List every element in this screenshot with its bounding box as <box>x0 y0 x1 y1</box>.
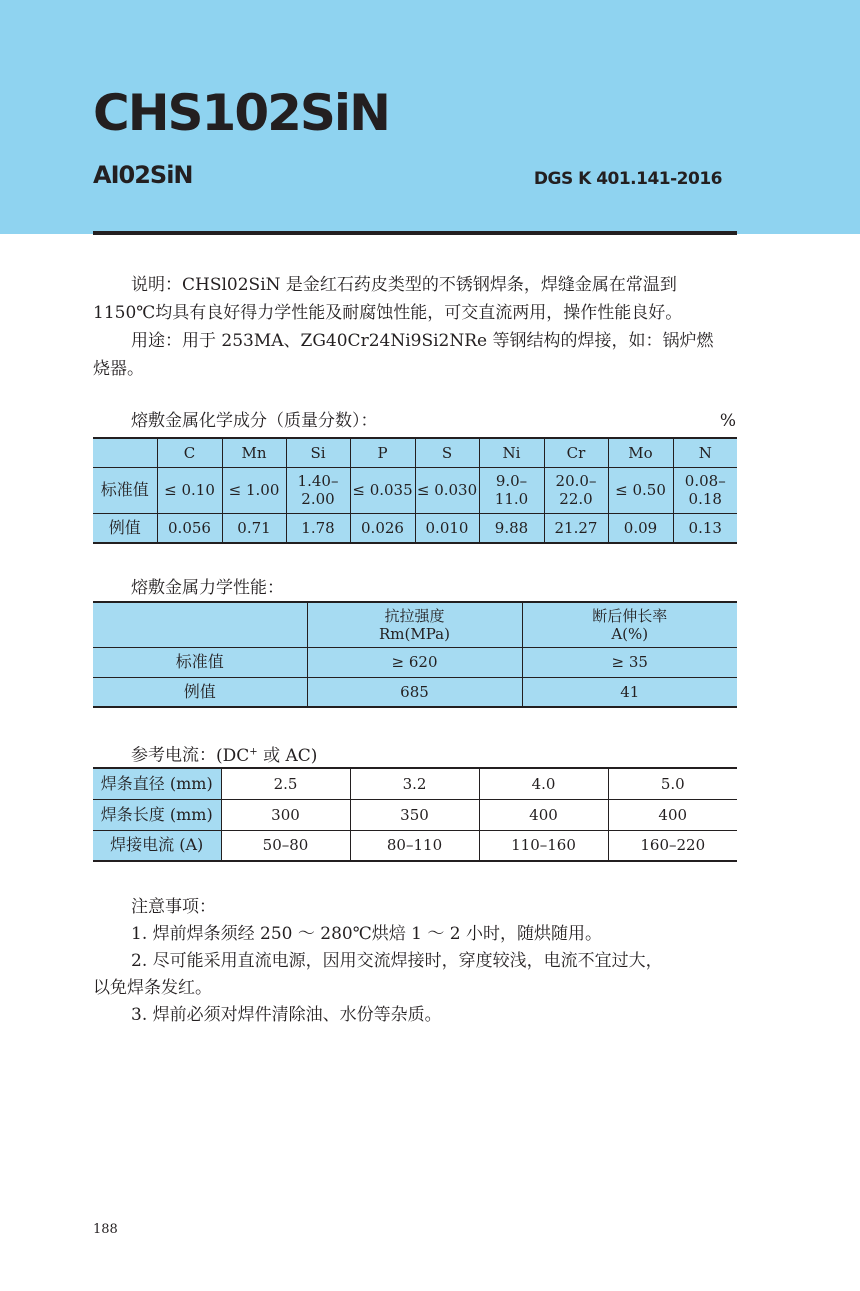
usage-text-2: 烧器。 <box>93 359 144 379</box>
current-cell: 350 <box>350 799 479 830</box>
current-cell: 5.0 <box>608 768 737 799</box>
chemical-cell: 9.88 <box>479 513 544 543</box>
mechanical-header-row <box>93 602 737 647</box>
notes-item-2-continued: 以免焊条发红。 <box>93 978 212 998</box>
mechanical-header-cell <box>307 602 522 647</box>
current-amperage-row <box>93 830 737 861</box>
chemical-header-cell: Cr <box>544 438 608 467</box>
chemical-row-label: 例值 <box>93 513 157 543</box>
mechanical-cell: ≥ 620 <box>307 647 522 677</box>
chemical-header-row <box>93 438 737 467</box>
standard-code: DGS K 401.141-2016 <box>533 169 722 189</box>
chemical-header-cell: S <box>415 438 479 467</box>
tensile-strength-unit: Rm(MPa) <box>379 624 450 643</box>
current-cell: 400 <box>608 799 737 830</box>
chemical-header-cell: Mo <box>608 438 673 467</box>
chemical-unit: % <box>719 411 736 431</box>
chemical-standard-row <box>93 467 737 513</box>
mechanical-table <box>93 601 737 708</box>
chemical-cell: 1.78 <box>286 513 350 543</box>
chemical-cell: 0.13 <box>673 513 737 543</box>
current-table <box>93 767 737 862</box>
mechanical-standard-row <box>93 647 737 677</box>
current-diameter-row <box>93 768 737 799</box>
notes-item-1: 1. 焊前焊条须经 250 ～ 280℃烘焙 1 ～ 2 小时，随烘随用。 <box>131 924 602 944</box>
chemical-header-cell <box>93 438 157 467</box>
mechanical-row-label: 例值 <box>93 677 307 707</box>
chemical-header-cell: C <box>157 438 222 467</box>
description-label: 说明： <box>131 275 182 295</box>
current-heading <box>131 741 317 767</box>
chemical-header-cell: N <box>673 438 737 467</box>
chemical-cell: 0.010 <box>415 513 479 543</box>
chemical-header-cell: Mn <box>222 438 286 467</box>
chemical-cell: 0.71 <box>222 513 286 543</box>
mechanical-header-cell <box>522 602 737 647</box>
current-cell: 80–110 <box>350 830 479 861</box>
current-cell: 3.2 <box>350 768 479 799</box>
chemical-header-cell: Ni <box>479 438 544 467</box>
usage-label: 用途： <box>131 331 182 351</box>
usage-paragraph <box>93 327 738 383</box>
current-cell: 2.5 <box>221 768 350 799</box>
current-cell: 110–160 <box>479 830 608 861</box>
description-text-2: 1150℃均具有良好得力学性能及耐腐蚀性能，可交直流两用，操作性能良好。 <box>93 303 683 323</box>
current-row-label: 焊条长度 (mm) <box>93 799 221 830</box>
current-cell: 300 <box>221 799 350 830</box>
chemical-cell: ≤ 1.00 <box>222 467 286 513</box>
page-number: 188 <box>93 1222 118 1237</box>
elongation-unit: A(%) <box>611 624 649 643</box>
chemical-cell: ≤ 0.035 <box>350 467 415 513</box>
current-row-label: 焊条直径 (mm) <box>93 768 221 799</box>
chemical-cell: 0.056 <box>157 513 222 543</box>
mechanical-cell: 41 <box>522 677 737 707</box>
current-cell: 160–220 <box>608 830 737 861</box>
notes-item-3: 3. 焊前必须对焊件清除油、水份等杂质。 <box>131 1005 442 1025</box>
chemical-cell: 0.09 <box>608 513 673 543</box>
chemical-cell: ≤ 0.030 <box>415 467 479 513</box>
chemical-cell: 1.40– 2.00 <box>286 467 350 513</box>
chemical-cell: ≤ 0.50 <box>608 467 673 513</box>
mechanical-example-row <box>93 677 737 707</box>
notes-section <box>93 894 738 1029</box>
chemical-cell: ≤ 0.10 <box>157 467 222 513</box>
mechanical-cell: ≥ 35 <box>522 647 737 677</box>
current-row-label: 焊接电流 (A) <box>93 830 221 861</box>
notes-heading: 注意事项： <box>131 897 216 917</box>
description-text-1: CHSl02SiN 是金红石药皮类型的不锈钢焊条，焊缝金属在常温到 <box>182 275 677 295</box>
chemical-heading: 熔敷金属化学成分（质量分数）： <box>131 411 378 431</box>
current-heading-label: 参考电流： <box>131 745 216 766</box>
chemical-cell: 21.27 <box>544 513 608 543</box>
mechanical-cell: 685 <box>307 677 522 707</box>
description-paragraph <box>93 271 738 327</box>
tensile-strength-label: 抗拉强度 <box>384 606 445 625</box>
elongation-label: 断后伸长率 <box>592 606 668 625</box>
chemical-cell: 0.026 <box>350 513 415 543</box>
product-title: CHS102SiN <box>93 84 389 142</box>
mechanical-row-label: 标准值 <box>93 647 307 677</box>
notes-item-2: 2. 尽可能采用直流电源，因用交流焊接时，穿度较浅，电流不宜过大， <box>131 951 663 971</box>
product-subtitle: AI02SiN <box>93 161 193 189</box>
current-length-row <box>93 799 737 830</box>
chemical-cell: 0.08– 0.18 <box>673 467 737 513</box>
chemical-example-row <box>93 513 737 543</box>
current-cell: 4.0 <box>479 768 608 799</box>
header-rule <box>93 231 737 235</box>
chemical-cell: 20.0– 22.0 <box>544 467 608 513</box>
chemical-row-label: 标准值 <box>93 467 157 513</box>
chemical-table <box>93 437 737 544</box>
mechanical-header-cell <box>93 602 307 647</box>
chemical-cell: 9.0– 11.0 <box>479 467 544 513</box>
mechanical-heading: 熔敷金属力学性能： <box>131 578 284 598</box>
current-heading-note: (DC+ 或 AC) <box>216 745 318 766</box>
chemical-header-cell: P <box>350 438 415 467</box>
current-cell: 50–80 <box>221 830 350 861</box>
chemical-header-cell: Si <box>286 438 350 467</box>
current-cell: 400 <box>479 799 608 830</box>
usage-text-1: 用于 253MA、ZG40Cr24Ni9Si2NRe 等钢结构的焊接，如：锅炉燃 <box>182 331 714 351</box>
